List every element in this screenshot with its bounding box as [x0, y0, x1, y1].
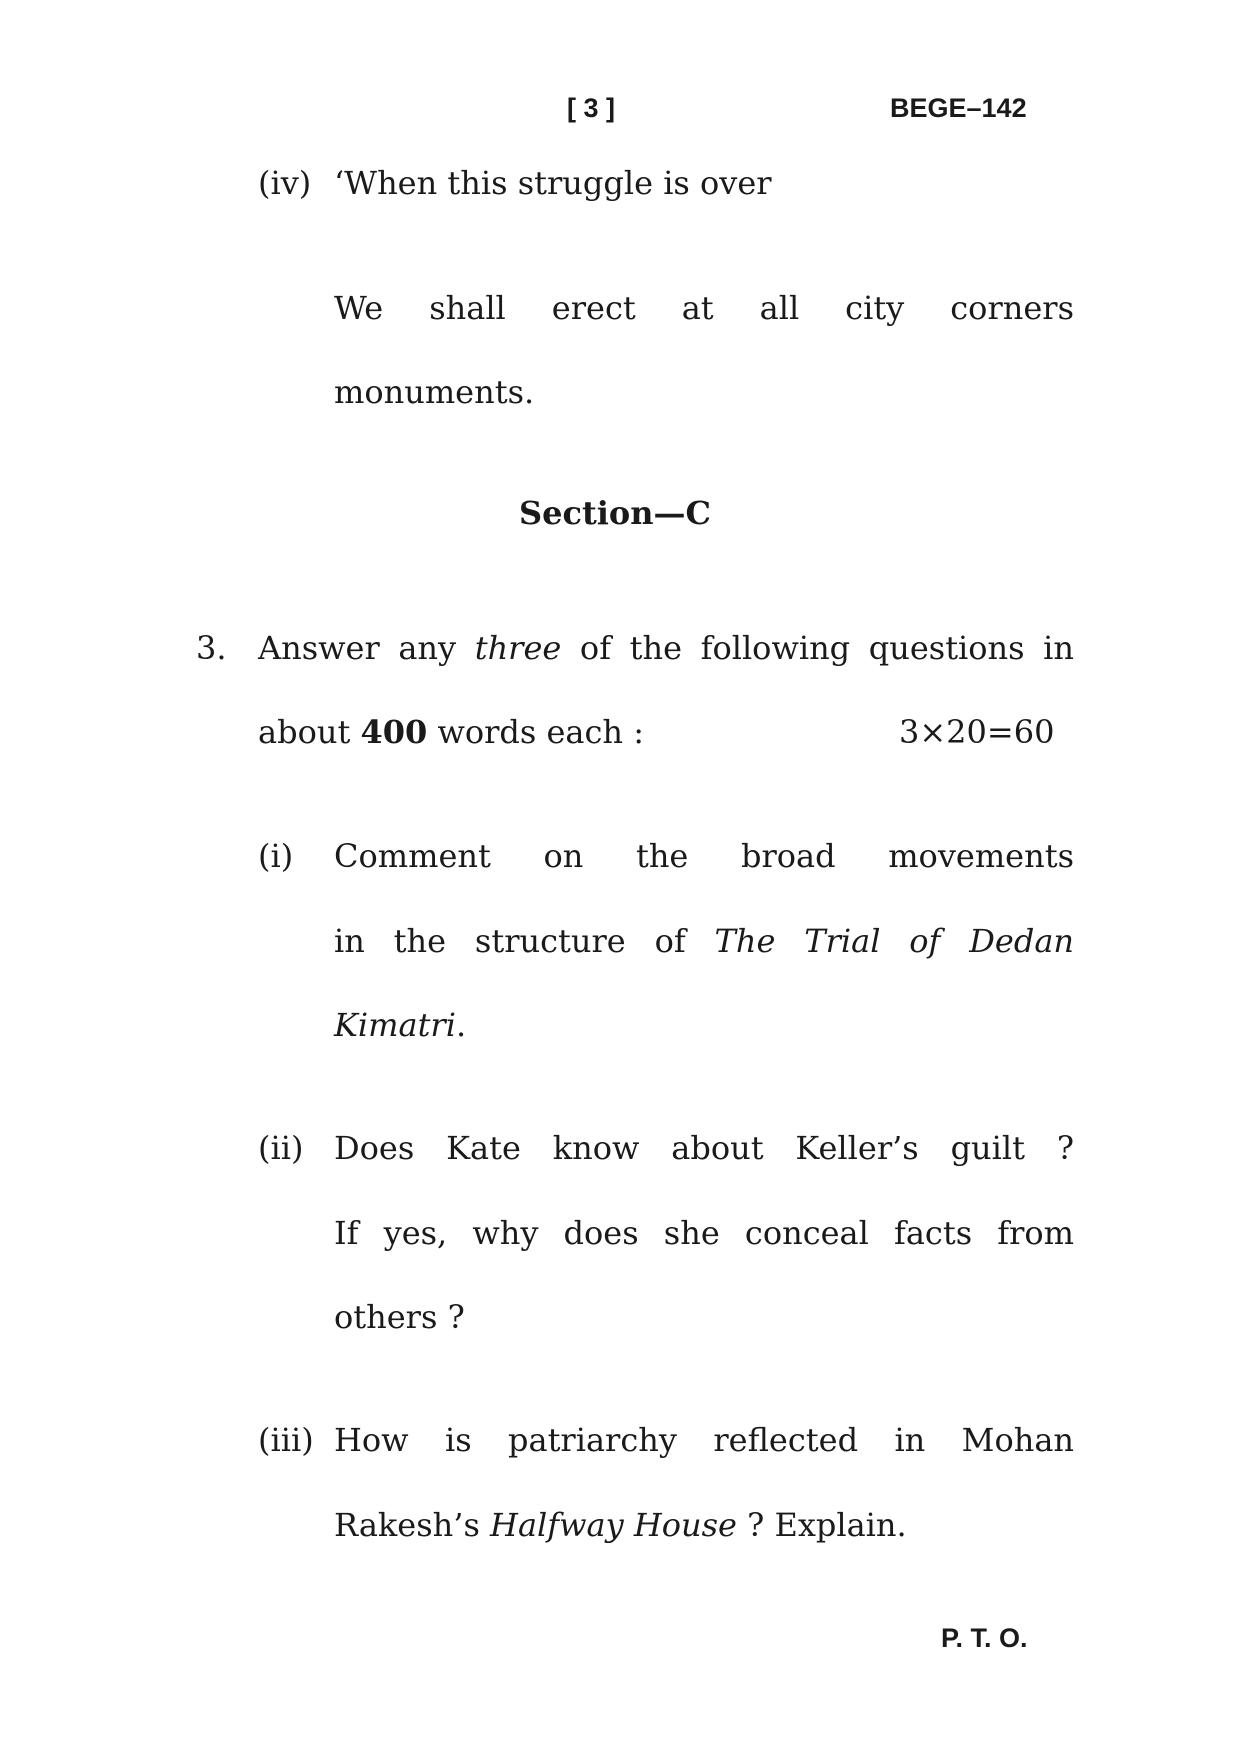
- sub-ii-line2: If yes, why does she conceal facts from: [334, 1214, 1074, 1252]
- sub-iii-line2-b: ? Explain.: [736, 1506, 907, 1544]
- sub-iii-label: (iii): [258, 1421, 314, 1459]
- question3-line2: [258, 712, 644, 752]
- section-title: Section—C: [519, 494, 711, 532]
- item-iv-line3: monuments.: [334, 373, 535, 411]
- sub-iii-line1: How is patriarchy reflected in Mohan: [334, 1421, 1074, 1459]
- sub-i-line1: Comment on the broad movements: [334, 837, 1074, 875]
- item-iv-line2: We shall erect at all city corners: [334, 289, 1074, 327]
- question3-line1-em: three: [474, 629, 562, 667]
- paper-code: BEGE–142: [890, 93, 1027, 123]
- sub-iii-line2-a: Rakesh’s: [334, 1506, 491, 1544]
- question-number: 3.: [196, 629, 227, 667]
- pto-marker: P. T. O.: [941, 1623, 1028, 1653]
- question3-marks: 3×20=60: [899, 713, 1055, 751]
- question3-line1-b: of the following questions in: [561, 629, 1075, 667]
- question3-line2-a: about: [258, 713, 361, 751]
- question3-word-count: 400: [360, 713, 428, 751]
- sub-ii-label: (ii): [258, 1129, 304, 1167]
- question3-line1: [258, 628, 1074, 668]
- sub-i-line2: [334, 921, 1074, 961]
- page-number: [ 3 ]: [567, 93, 616, 123]
- question3-line1-a: Answer any: [258, 629, 475, 667]
- sub-i-line2-em: The Trial of Dedan: [714, 922, 1075, 960]
- question3-line2-b: words each :: [427, 713, 644, 751]
- item-iv-label: (iv): [258, 164, 312, 202]
- sub-i-line3-b: .: [455, 1006, 467, 1044]
- sub-ii-line3: others ?: [334, 1298, 465, 1336]
- sub-i-label: (i): [258, 837, 294, 875]
- sub-iii-line2-em: Halfway House: [490, 1506, 737, 1544]
- sub-i-line3-em: Kimatri: [334, 1006, 456, 1044]
- sub-iii-line2: [334, 1505, 907, 1545]
- sub-ii-line1: Does Kate know about Keller’s guilt ?: [334, 1129, 1074, 1167]
- item-iv-line1: ‘When this struggle is over: [334, 164, 772, 202]
- sub-i-line2-a: in the structure of: [334, 922, 715, 960]
- sub-i-line3: [334, 1005, 466, 1045]
